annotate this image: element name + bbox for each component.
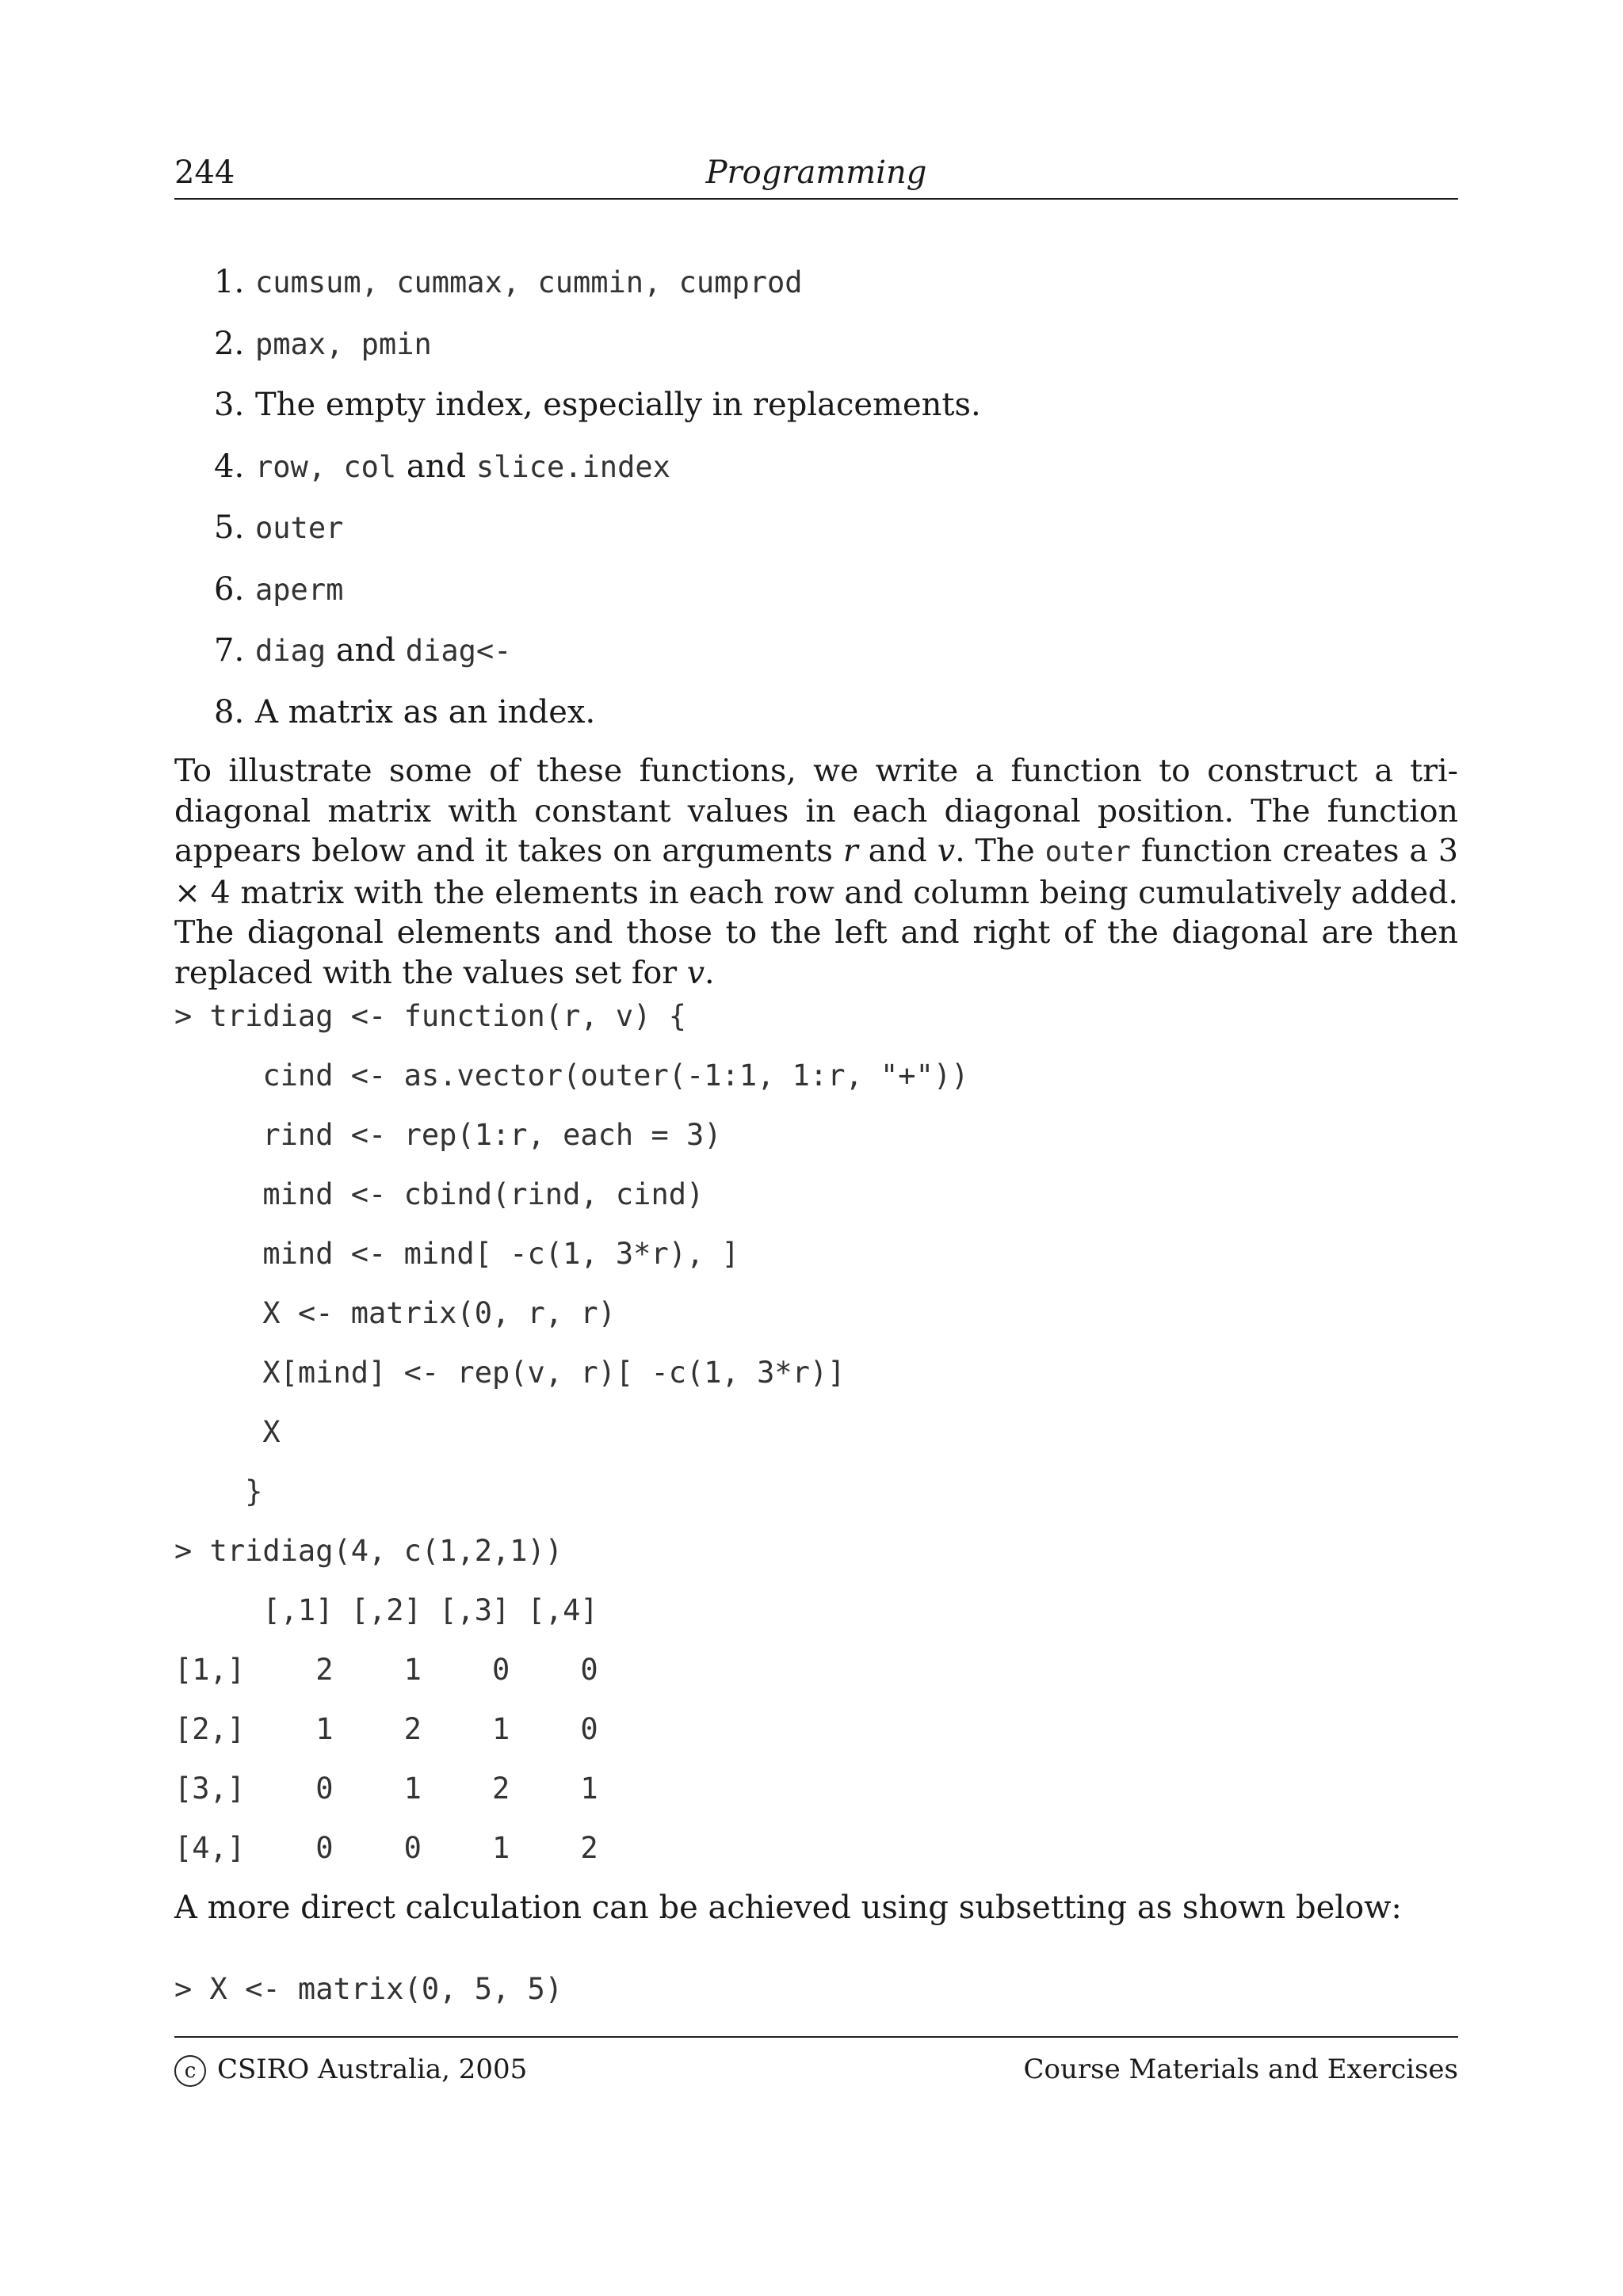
list-number: 2. [214, 325, 245, 362]
code-term: diag [255, 634, 327, 668]
code-block-2: > X <- matrix(0, 5, 5) [174, 1972, 563, 2006]
code-line: [4,] 0 0 1 2 [174, 1831, 598, 1865]
code-block [174, 994, 1442, 1886]
code-line: > tridiag <- function(r, v) { [174, 999, 687, 1033]
page-number: 244 [174, 154, 235, 191]
footer-copyright [174, 2050, 527, 2088]
list-number: 4. [214, 448, 245, 485]
list-text: and [326, 632, 406, 669]
list-number: 7. [214, 632, 245, 669]
code-line: [,1] [,2] [,3] [,4] [174, 1593, 598, 1627]
list-item [214, 626, 1323, 688]
paragraph-text: and [857, 833, 938, 869]
code-line: X <- matrix(0, r, r) [174, 1296, 616, 1330]
code-line: [3,] 0 1 2 1 [174, 1772, 598, 1806]
code-term: cumsum, cummax, cummin, cumprod [255, 265, 803, 299]
code-line: rind <- rep(1:r, each = 3) [174, 1118, 722, 1152]
code-term: aperm [255, 572, 344, 607]
list-number: 3. [214, 387, 245, 423]
code-term: pmax, pmin [255, 326, 432, 361]
copyright-icon: c [174, 2055, 206, 2087]
code-line: [1,] 2 1 0 0 [174, 1653, 598, 1687]
paragraph-text: function creates a [1130, 833, 1438, 869]
code-line: X[mind] <- rep(v, r)[ -c(1, 3*r)] [174, 1356, 846, 1390]
paragraph-text: matrix with the elements in each row and column being cumulatively added. The diagonal elements and those to the left and right of the diagonal are then replaced with the values set for [174, 874, 1458, 991]
list-text: A matrix as an index. [255, 693, 596, 730]
list-number: 1. [214, 264, 245, 300]
code-line: mind <- mind[ -c(1, 3*r), ] [174, 1237, 739, 1271]
footer-left-text: CSIRO Australia, 2005 [217, 2054, 528, 2085]
paragraph-text: To illustrate some of these functions, we write a function to construct a tri-diagonal matrix with constant values in each diagonal position. The function appears below and it takes on arguments [174, 753, 1458, 869]
code-line: > tridiag(4, c(1,2,1)) [174, 1534, 563, 1568]
list-item [214, 257, 1323, 319]
code-line: } [174, 1474, 263, 1508]
list-number: 5. [214, 509, 245, 546]
variable-v: v [937, 833, 956, 869]
page-header [174, 151, 1458, 200]
list-item [214, 380, 1323, 442]
list-item [214, 688, 1323, 749]
code-term: outer [255, 511, 344, 545]
list-number: 6. [214, 570, 245, 608]
running-title: Programming [705, 154, 927, 191]
code-term: slice.index [475, 449, 670, 484]
paragraph-text: . The [955, 833, 1045, 869]
body-paragraph [174, 751, 1458, 993]
list-item [214, 565, 1323, 627]
list-number: 8. [214, 693, 245, 730]
code-line: X [174, 1415, 281, 1449]
paragraph-text: . [705, 954, 715, 991]
variable-r: r [842, 833, 858, 869]
code-outer: outer [1044, 836, 1131, 868]
code-term: row, col [255, 449, 397, 484]
list-text: The empty index, especially in replacements. [255, 387, 981, 423]
code-line: mind <- cbind(rind, cind) [174, 1177, 705, 1211]
function-list [214, 257, 1323, 749]
code-line: [2,] 1 2 1 0 [174, 1712, 598, 1746]
code-term: diag<- [405, 634, 512, 668]
footer-rule [174, 2036, 1458, 2038]
list-item [214, 503, 1323, 565]
math-dims: 3 × 4 [174, 833, 1458, 911]
list-item [214, 319, 1323, 381]
variable-v: v [686, 954, 705, 991]
footer-right-text: Course Materials and Exercises [1023, 2054, 1458, 2085]
list-item [214, 442, 1323, 504]
list-text: and [396, 448, 476, 485]
body-paragraph-2: A more direct calculation can be achieved using subsetting as shown below: [174, 1890, 1402, 1926]
code-line: cind <- as.vector(outer(-1:1, 1:r, "+")) [174, 1058, 969, 1093]
